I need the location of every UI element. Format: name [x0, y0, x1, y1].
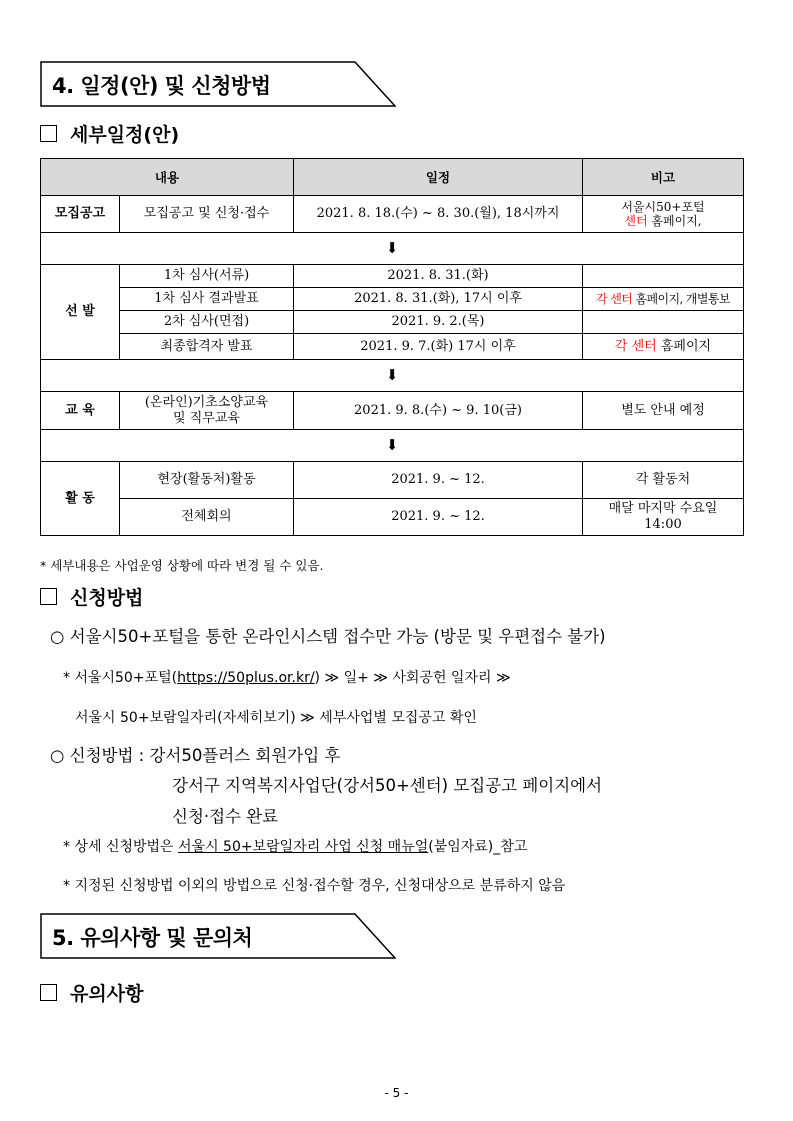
- schedule-heading-label: 세부일정(안): [70, 124, 180, 146]
- apply-note-3: * 지정된 신청방법 이외의 방법으로 신청·접수할 경우, 신청대상으로 분류하지 않음: [63, 878, 566, 894]
- checkbox-square-icon: [40, 125, 57, 142]
- recruit-item: 모집공고 및 신청·접수: [120, 196, 294, 233]
- recruit-note-red: 센터: [624, 214, 648, 228]
- selection-item: 1차 심사(서류): [120, 265, 294, 288]
- arrow-down-icon: ⬇: [385, 239, 399, 258]
- page-number: - 5 -: [384, 1086, 409, 1100]
- activity-note: [583, 499, 744, 536]
- apply-note-1-suffix: ) ≫ 일+ ≫ 사회공헌 일자리 ≫: [314, 670, 511, 686]
- activity-note-line2: 14:00: [644, 517, 682, 532]
- recruit-note: [583, 196, 744, 233]
- activity-note: 각 활동처: [583, 462, 744, 499]
- education-item-line2: 및 직무교육: [173, 410, 240, 426]
- header-date: 일정: [294, 159, 583, 196]
- selection-note-red: 각 센터: [596, 291, 633, 306]
- selection-item: 최종합격자 발표: [120, 334, 294, 360]
- table-row: [41, 392, 744, 430]
- activity-note-line1: 매달 마지막 수요일: [608, 501, 718, 517]
- arrow-row: [41, 233, 744, 265]
- schedule-table: [40, 158, 744, 536]
- category-selection: 선 발: [41, 265, 120, 360]
- selection-item: 1차 심사 결과발표: [120, 288, 294, 311]
- recruit-note-tail: 홈페이지,: [647, 214, 702, 228]
- table-row: [41, 311, 744, 334]
- table-header-row: [41, 159, 744, 196]
- table-row: [41, 265, 744, 288]
- activity-date: 2021. 9. ~ 12.: [294, 499, 583, 536]
- table-row: [41, 288, 744, 311]
- portal-link[interactable]: https://50plus.or.kr/: [177, 670, 315, 686]
- education-note: 별도 안내 예정: [583, 392, 744, 430]
- selection-date: 2021. 9. 2.(목): [294, 311, 583, 334]
- arrow-down-icon: ⬇: [385, 366, 399, 385]
- checkbox-square-icon: [40, 588, 57, 605]
- caution-heading: [40, 979, 143, 1006]
- apply-heading-label: 신청방법: [70, 587, 144, 609]
- arrow-down-icon: ⬇: [385, 436, 399, 455]
- section-5-title: 5. 유의사항 및 문의처: [52, 926, 253, 950]
- recruit-note-black: 서울시50+포털: [621, 199, 705, 214]
- apply-bullet-2-line3: 신청·접수 완료: [172, 807, 279, 826]
- schedule-footnote: * 세부내용은 사업운영 상황에 따라 변경 될 수 있음.: [40, 558, 324, 573]
- header-note: 비고: [583, 159, 744, 196]
- education-item: [120, 392, 294, 430]
- education-date: 2021. 9. 8.(수) ~ 9. 10(금): [294, 392, 583, 430]
- section-4-title: 4. 일정(안) 및 신청방법: [52, 74, 271, 98]
- selection-note-black: 홈페이지, 개별통보: [632, 291, 730, 306]
- apply-note-2-prefix: * 상세 신청방법은: [63, 839, 179, 855]
- recruit-date: 2021. 8. 18.(수) ~ 8. 30.(월), 18시까지: [294, 196, 583, 233]
- apply-heading: [40, 583, 143, 610]
- apply-note-1: [63, 667, 511, 687]
- selection-note-black: 홈페이지: [656, 338, 712, 354]
- caution-heading-label: 유의사항: [70, 983, 144, 1005]
- manual-link[interactable]: 서울시 50+보람일자리 사업 신청 매뉴얼: [178, 839, 429, 855]
- selection-item: 2차 심사(면접): [120, 311, 294, 334]
- header-content: 내용: [41, 159, 294, 196]
- apply-bullet-1: ○ 서울시50+포털을 통한 온라인시스템 접수만 가능 (방문 및 우편접수 불가): [50, 627, 606, 646]
- activity-item: 전체회의: [120, 499, 294, 536]
- selection-note: [583, 288, 744, 311]
- selection-note: [583, 311, 744, 334]
- category-recruit: 모집공고: [41, 196, 120, 233]
- table-row: [41, 462, 744, 499]
- arrow-row: [41, 430, 744, 462]
- selection-date: 2021. 8. 31.(화), 17시 이후: [294, 288, 583, 311]
- table-row: [41, 196, 744, 233]
- apply-note-1-line2: 서울시 50+보람일자리(자세히보기) ≫ 세부사업별 모집공고 확인: [75, 710, 477, 726]
- schedule-heading: [40, 120, 179, 147]
- education-item-line1: (온라인)기초소양교육: [144, 394, 269, 410]
- selection-note: [583, 334, 744, 360]
- table-row: [41, 499, 744, 536]
- activity-item: 현장(활동처)활동: [120, 462, 294, 499]
- selection-date: 2021. 9. 7.(화) 17시 이후: [294, 334, 583, 360]
- section-4-header: [40, 61, 395, 105]
- table-row: [41, 334, 744, 360]
- apply-note-2-suffix: (붙임자료)_참고: [428, 839, 528, 855]
- apply-note-1-prefix: * 서울시50+포털(: [63, 670, 178, 686]
- section-5-header: [40, 913, 395, 957]
- category-education: 교 육: [41, 392, 120, 430]
- apply-note-2: [63, 836, 527, 856]
- arrow-row: [41, 360, 744, 392]
- selection-note-red: 각 센터: [614, 338, 657, 354]
- selection-date: 2021. 8. 31.(화): [294, 265, 583, 288]
- activity-date: 2021. 9. ~ 12.: [294, 462, 583, 499]
- checkbox-square-icon: [40, 984, 57, 1001]
- apply-bullet-2-line1: ○ 신청방법 : 강서50플러스 회원가입 후: [50, 746, 341, 765]
- category-activity: 활 동: [41, 462, 120, 536]
- apply-bullet-2-line2: 강서구 지역복지사업단(강서50+센터) 모집공고 페이지에서: [172, 776, 603, 795]
- selection-note: [583, 265, 744, 288]
